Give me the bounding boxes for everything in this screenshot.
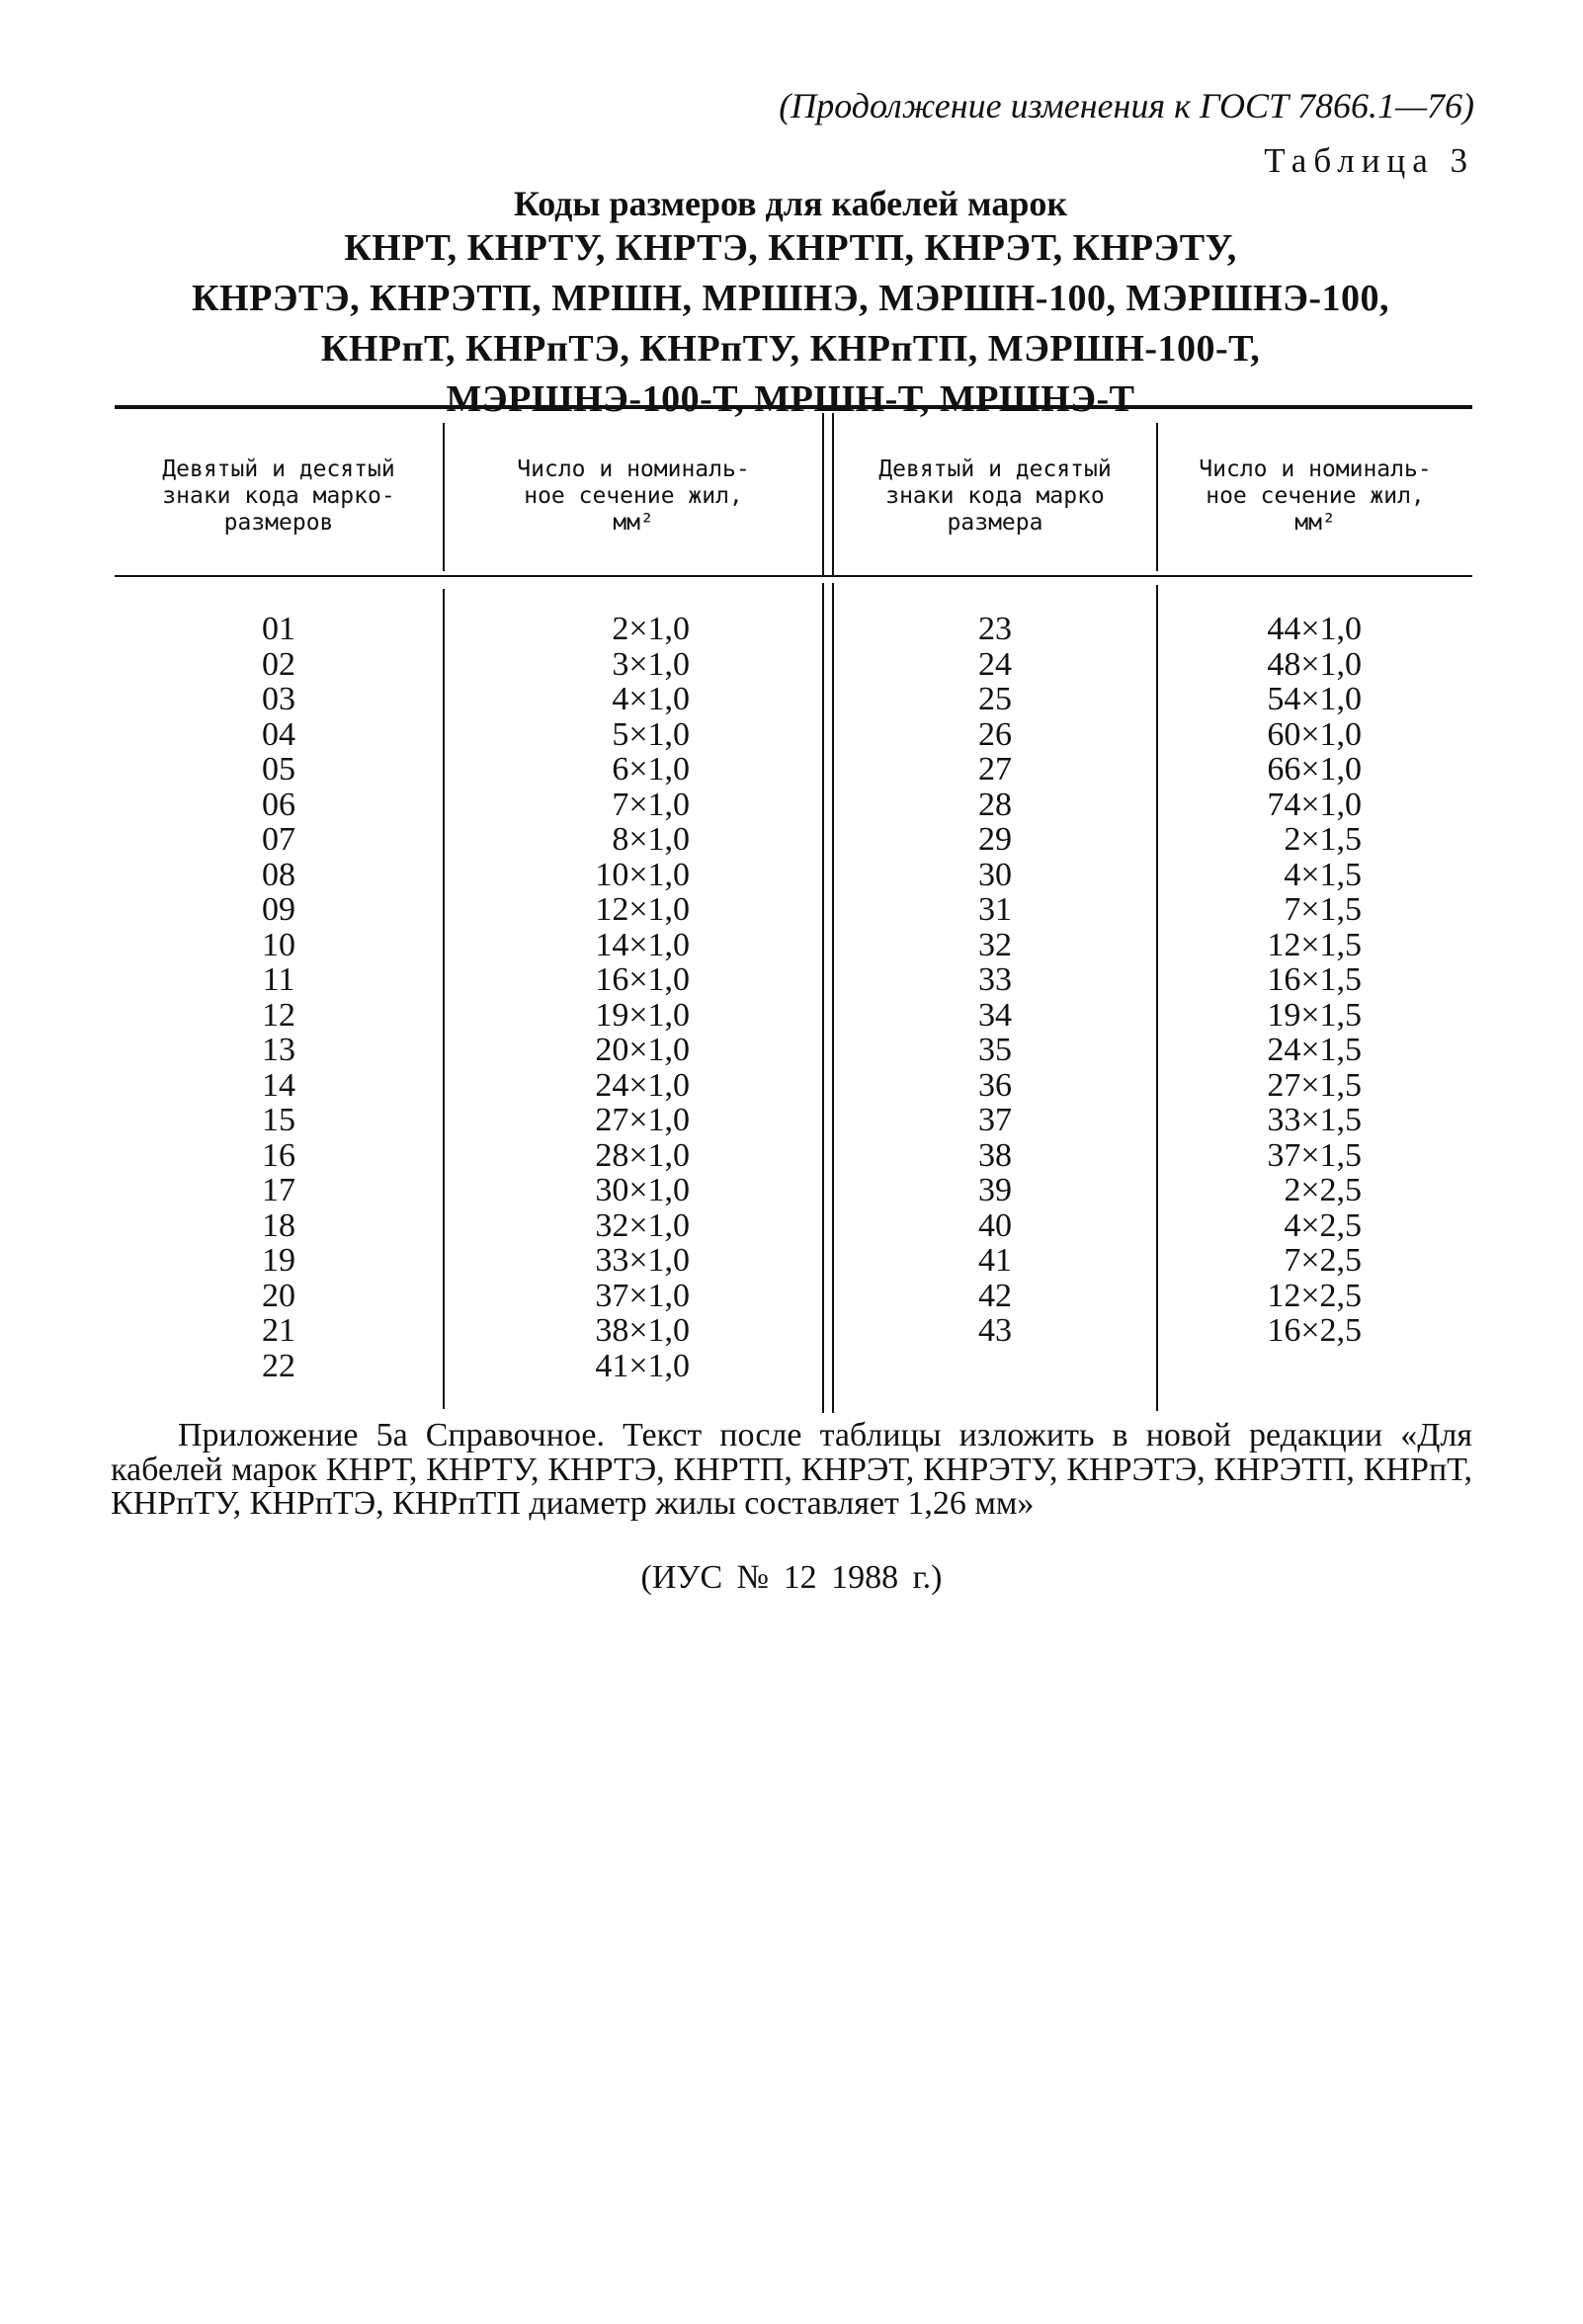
table-cell-code: 06 (262, 786, 295, 823)
table-cell-code: 09 (262, 891, 295, 928)
table-cell-code: 34 (978, 996, 1012, 1034)
table-cell-section: 24×1,5 (1267, 1032, 1362, 1068)
table-cell-section: 41×1,0 (595, 1347, 690, 1384)
table-cell-section: 33×1,0 (595, 1242, 690, 1279)
table-cell-section: 4×1,0 (612, 681, 690, 717)
caption-heading: Коды размеров для кабелей марок (513, 184, 1068, 223)
table-cell-code: 11 (262, 961, 295, 998)
caption-brand-line: КНРЭТЭ, КНРЭТП, МРШН, МРШНЭ, МЭРШН-100, МЭРШНЭ-100, (191, 278, 1390, 319)
table-cell-code: 07 (262, 821, 295, 858)
table-cell-section: 48×1,0 (1267, 645, 1362, 683)
table-cell-section: 7×2,5 (1284, 1242, 1362, 1279)
table-cell-code: 01 (262, 611, 295, 647)
header-right-section: Число и номиналь- ное сечение жил, мм² (1199, 456, 1432, 536)
table-cell-section: 24×1,0 (595, 1066, 690, 1104)
header-left-section: Число и номиналь- ное сечение жил, мм² (517, 456, 750, 536)
table-cell-code: 32 (978, 926, 1012, 963)
table-cell-section: 38×1,0 (595, 1312, 690, 1349)
table-cell-code: 14 (262, 1066, 295, 1104)
table-cell-code: 02 (262, 645, 295, 683)
table-cell-code: 38 (978, 1136, 1012, 1174)
table-cell-section: 37×1,5 (1267, 1136, 1362, 1174)
table-cell-code: 29 (978, 821, 1012, 858)
table-cell-section: 4×2,5 (1284, 1206, 1362, 1244)
table-cell-code: 13 (262, 1032, 295, 1068)
table-cell-section: 12×1,0 (595, 891, 690, 928)
table-cell-section: 37×1,0 (595, 1277, 690, 1314)
right-code-column (834, 612, 1156, 1349)
table-cell-section: 12×2,5 (1267, 1277, 1362, 1314)
header-right-code: Девятый и десятый знаки кода марко размера (878, 456, 1112, 536)
table-cell-code: 43 (978, 1312, 1012, 1349)
table-cell-section: 14×1,0 (595, 926, 690, 963)
table-cell-code: 17 (262, 1172, 295, 1208)
table-cell-code: 33 (978, 961, 1012, 998)
left-section-column (445, 612, 690, 1383)
table-cell-section: 2×1,5 (1284, 821, 1362, 858)
table-cell-code: 42 (978, 1277, 1012, 1314)
caption-brand-line: КНРТ, КНРТУ, КНРТЭ, КНРТП, КНРЭТ, КНРЭТУ, (344, 227, 1237, 269)
caption-brands (109, 223, 1472, 425)
table-cell-code: 24 (978, 645, 1012, 683)
appendix-note (111, 1419, 1472, 1522)
caption-brand-line: КНРпТ, КНРпТЭ, КНРпТУ, КНРпТП, МЭРШН-100-Т, (320, 328, 1261, 370)
table-cell-code: 37 (978, 1102, 1012, 1138)
table-cell-code: 36 (978, 1066, 1012, 1104)
table-cell-section: 32×1,0 (595, 1206, 690, 1244)
table-cell-code: 20 (262, 1277, 295, 1314)
table-cell-code: 03 (262, 681, 295, 717)
table-cell-section: 12×1,5 (1267, 926, 1362, 963)
table-cell-section: 8×1,0 (612, 821, 690, 858)
table-cell-code: 41 (978, 1242, 1012, 1279)
table-cell-section: 60×1,0 (1267, 715, 1362, 753)
table-cell-section: 2×2,5 (1284, 1172, 1362, 1208)
table-cell-code: 25 (978, 681, 1012, 717)
table-cell-code: 04 (262, 715, 295, 753)
table-cell-section: 5×1,0 (612, 715, 690, 753)
table-cell-code: 21 (262, 1312, 295, 1349)
table-cell-section: 10×1,0 (595, 856, 690, 893)
table-cell-code: 31 (978, 891, 1012, 928)
caption-brand-line: МЭРШНЭ-100-Т, МРШН-Т, МРШНЭ-Т (446, 378, 1135, 420)
table-cell-code: 23 (978, 611, 1012, 647)
table-label: Таблица 3 (1264, 141, 1474, 180)
table-cell-code: 26 (978, 715, 1012, 753)
table-cell-code: 39 (978, 1172, 1012, 1208)
table-top-rule (115, 405, 1472, 409)
table-cell-code: 35 (978, 1032, 1012, 1068)
table-header-rule (115, 575, 1472, 577)
double-column-divider (822, 413, 824, 575)
table-cell-section: 6×1,0 (612, 751, 690, 788)
table-cell-section: 27×1,5 (1267, 1066, 1362, 1104)
table-cell-code: 16 (262, 1136, 295, 1174)
table-cell-code: 28 (978, 786, 1012, 823)
table-cell-section: 19×1,0 (595, 996, 690, 1034)
table-cell-section: 30×1,0 (595, 1172, 690, 1208)
table-cell-code: 18 (262, 1206, 295, 1244)
table-cell-code: 05 (262, 751, 295, 788)
table-cell-section: 27×1,0 (595, 1102, 690, 1138)
table-cell-section: 54×1,0 (1267, 681, 1362, 717)
table-cell-section: 44×1,0 (1267, 611, 1362, 647)
table-cell-section: 74×1,0 (1267, 786, 1362, 823)
table-cell-code: 19 (262, 1242, 295, 1279)
table-cell-code: 12 (262, 996, 295, 1034)
table-cell-code: 22 (262, 1347, 295, 1384)
table-cell-section: 20×1,0 (595, 1032, 690, 1068)
table-cell-section: 28×1,0 (595, 1136, 690, 1174)
table-cell-section: 3×1,0 (612, 645, 690, 683)
table-cell-section: 4×1,5 (1284, 856, 1362, 893)
right-section-column (1158, 612, 1362, 1349)
table-cell-code: 40 (978, 1206, 1012, 1244)
table-cell-code: 27 (978, 751, 1012, 788)
double-column-divider (822, 583, 824, 1413)
table-cell-section: 33×1,5 (1267, 1102, 1362, 1138)
table-cell-section: 2×1,0 (612, 611, 690, 647)
table-cell-section: 19×1,5 (1267, 996, 1362, 1034)
table-caption (109, 184, 1472, 425)
source-reference: (ИУС № 12 1988 г.) (640, 1559, 943, 1596)
appendix-note-text: Приложение 5а Справочное. Текст после таблицы изложить в новой редакции «Для кабелей марок КНРТ, КНРТУ, КНРТЭ, КНРТП, КНРЭТ, КНРЭТУ, КНРЭТЭ, КНРЭТП, КНРпТ, КНРпТУ, КНРпТЭ, КНРпТП диаметр жилы составляет 1,26 мм» (111, 1417, 1472, 1522)
table-cell-section: 16×1,0 (595, 961, 690, 998)
left-code-column (115, 612, 443, 1383)
continuation-header: (Продолжение изменения к ГОСТ 7866.1—76) (779, 86, 1474, 125)
table-cell-code: 15 (262, 1102, 295, 1138)
table-cell-code: 30 (978, 856, 1012, 893)
table-cell-section: 7×1,5 (1284, 891, 1362, 928)
header-left-code: Девятый и десятый знаки кода марко- размеров (162, 456, 395, 536)
table-cell-code: 08 (262, 856, 295, 893)
table-cell-section: 66×1,0 (1267, 751, 1362, 788)
table-cell-section: 16×2,5 (1267, 1312, 1362, 1349)
table-cell-section: 7×1,0 (612, 786, 690, 823)
table-cell-code: 10 (262, 926, 295, 963)
table-cell-section: 16×1,5 (1267, 961, 1362, 998)
